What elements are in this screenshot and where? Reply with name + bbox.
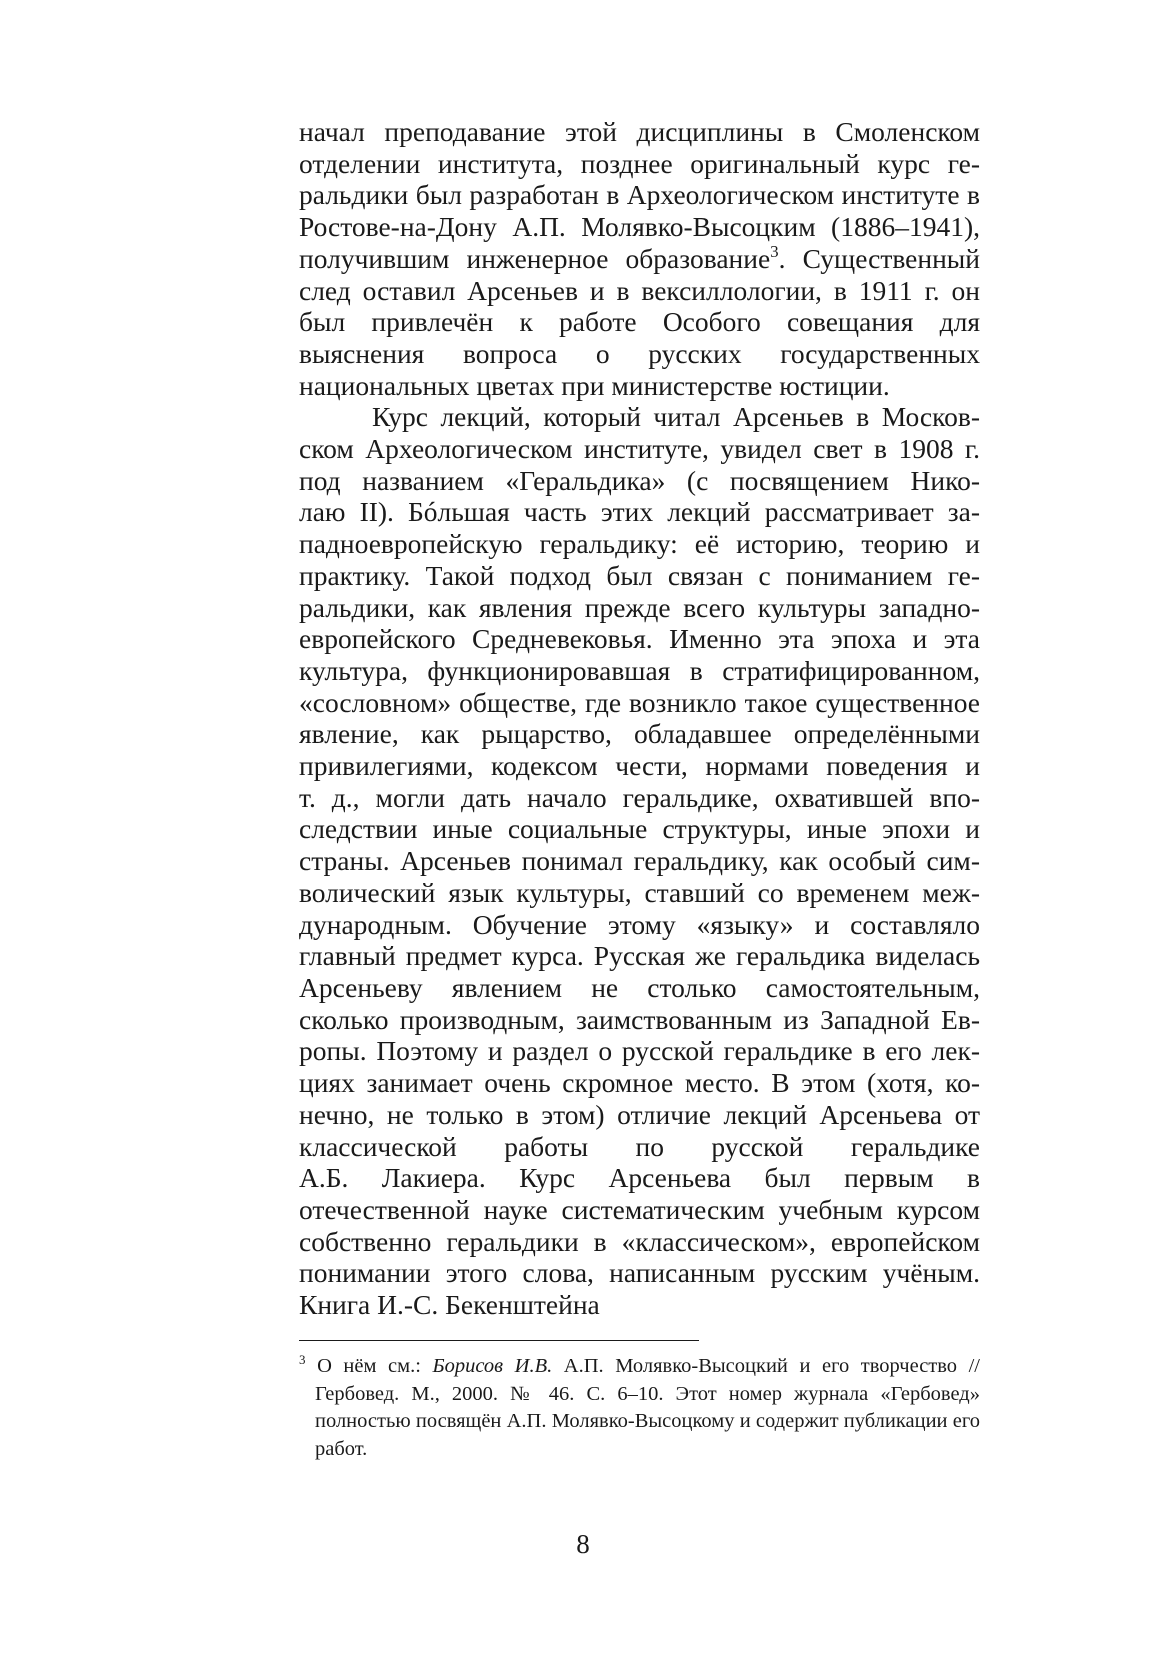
paragraph-1-part-1: начал преподавание этой дисциплины в Смоленском отделении института, позднее оригинальный курс геральдики был разработан в Археологическом институте в Ростове-на-Дону А.П. Молявко-Высоцким (1886–1941), получившим инженерное образование bbox=[299, 116, 980, 274]
footnote bbox=[299, 1353, 980, 1463]
footnote-separator bbox=[299, 1340, 699, 1341]
footnote-text: А.П. Молявко-Высоцкий и его творчество // Гербовед. М., 2000. № 46. С. 6–10. Этот номер журнала «Гербовед» полностью посвящён А.П. Молявко-Высоцкому и содержит публикации его работ. bbox=[315, 1355, 981, 1460]
body-text bbox=[299, 116, 980, 1321]
footnote-number: 3 bbox=[299, 1352, 306, 1367]
footnote-lead: О нём см.: bbox=[317, 1355, 433, 1377]
page-number: 8 bbox=[576, 1529, 590, 1559]
paragraph-1 bbox=[299, 116, 980, 401]
footnote-author: Борисов И.В. bbox=[432, 1355, 553, 1377]
footnote-reference[interactable]: 3 bbox=[770, 241, 779, 261]
paragraph-2: Курс лекций, который читал Арсеньев в Московском Археологическом институте, увидел свет в 1908 г. под названием «Геральдика» (с посвящением Николаю II). Бóльшая часть этих лекций рассматривает западноевропейскую геральдику: её историю, теорию и практику. Такой подход был связан с пониманием геральдики, как явления прежде всего культуры западноевропейского Средневековья. Именно эта эпоха и эта культура, функционировавшая в стратифицированном, «сословном» обществе, где возникло такое существенное явление, как рыцарство, обладавшее определёнными привилегиями, кодексом чести, нормами поведения и т. д., могли дать начало геральдике, охватившей впоследствии иные социальные структуры, иные эпохи и страны. Арсеньев понимал геральдику, как особый символический язык культуры, ставший со временем международным. Обучение этому «языку» и составляло главный предмет курса. Русская же геральдика виделась Арсеньеву явлением не столько самостоятельным, сколько производным, заимствованным из Западной Европы. Поэтому и раздел о русской геральдике в его лекциях занимает очень скромное место. В этом (хотя, конечно, не только в этом) отличие лекций Арсеньева от классической работы по русской геральдике А.Б. Лакиера. Курс Арсеньева был первым в отечественной науке систематическим учебным курсом собственно геральдики в «классическом», европейском понимании этого слова, написанным русским учёным. Книга И.-С. Бекенштейна bbox=[299, 401, 980, 1321]
paragraph-1-part-2: . Существенный след оставил Арсеньев и в вексиллологии, в 1911 г. он был привлечён к работе Особого совещания для выяснения вопроса о русских государственных национальных цветах при министерстве юстиции. bbox=[299, 242, 980, 401]
